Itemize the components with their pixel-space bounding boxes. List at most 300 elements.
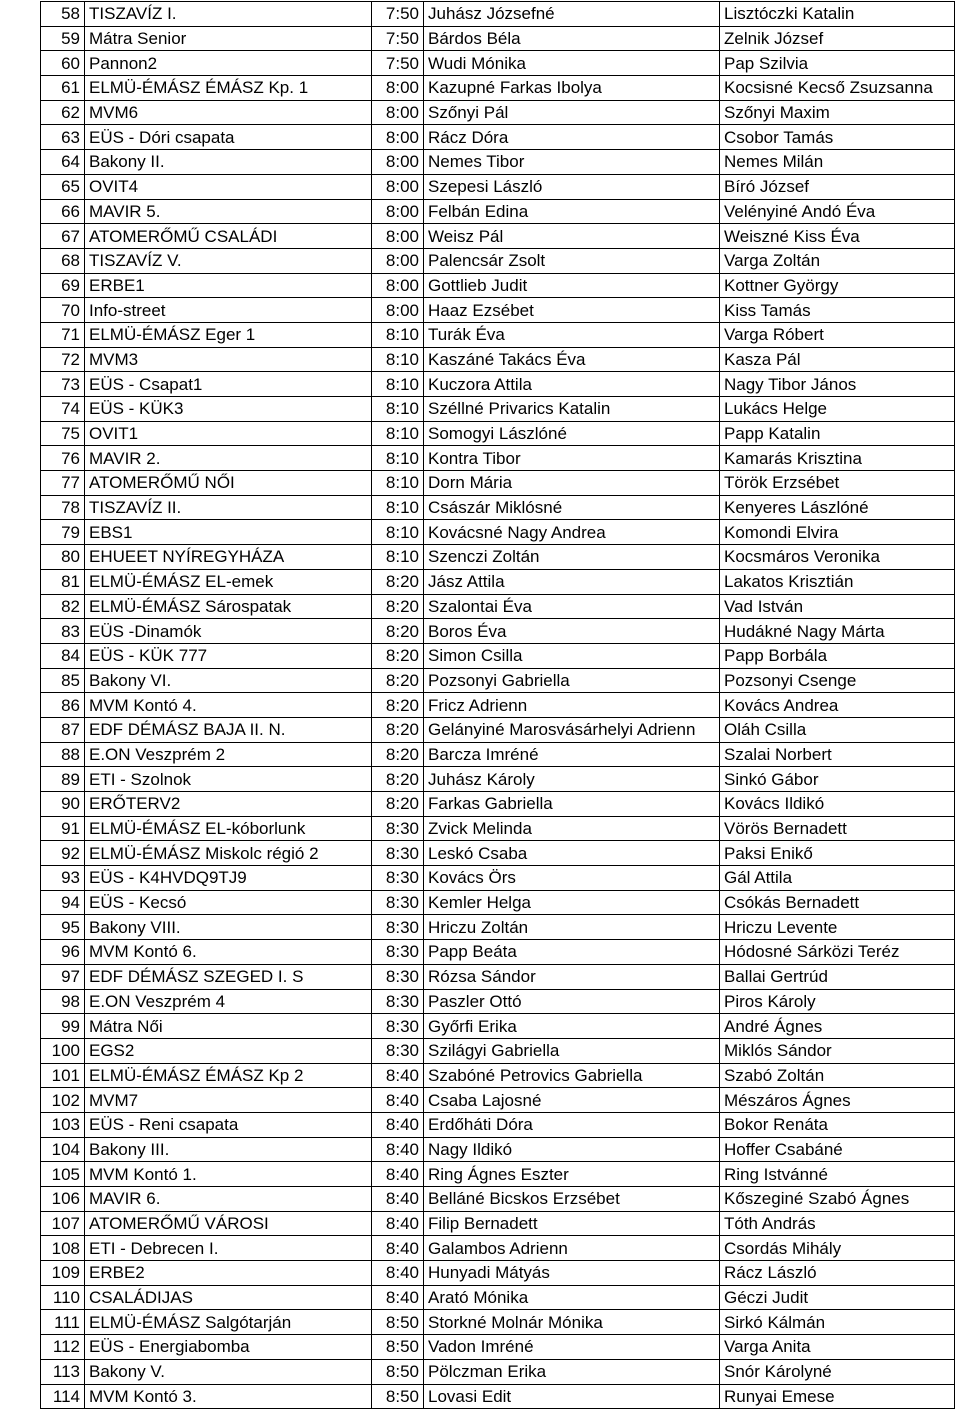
player-two-cell: Csókás Bernadett	[720, 890, 955, 915]
player-two-cell: Kottner György	[720, 273, 955, 298]
player-two-cell: Paksi Enikő	[720, 841, 955, 866]
team-name-cell: TISZAVÍZ I.	[85, 2, 372, 27]
row-number-cell: 71	[41, 322, 85, 347]
start-time-cell: 8:30	[372, 816, 424, 841]
player-one-cell: Barcza Imréné	[424, 742, 720, 767]
table-row	[41, 224, 955, 249]
row-number-cell: 80	[41, 545, 85, 570]
team-name-cell: MVM Kontó 4.	[85, 693, 372, 718]
player-two-cell: Hódosné Sárközi Teréz	[720, 940, 955, 965]
player-two-cell: Kiss Tamás	[720, 298, 955, 323]
player-one-cell: Ring Ágnes Eszter	[424, 1162, 720, 1187]
start-time-cell: 7:50	[372, 51, 424, 76]
start-time-cell: 8:10	[372, 372, 424, 397]
row-number-cell: 104	[41, 1137, 85, 1162]
table-row	[41, 2, 955, 27]
player-two-cell: Csobor Tamás	[720, 125, 955, 150]
start-time-cell: 8:10	[372, 471, 424, 496]
start-time-cell: 8:10	[372, 421, 424, 446]
table-row	[41, 841, 955, 866]
player-one-cell: Fricz Adrienn	[424, 693, 720, 718]
table-row	[41, 1162, 955, 1187]
team-name-cell: Mátra Senior	[85, 26, 372, 51]
row-number-cell: 86	[41, 693, 85, 718]
player-two-cell: Hoffer Csabáné	[720, 1137, 955, 1162]
team-name-cell: ELMÜ-ÉMÁSZ Eger 1	[85, 322, 372, 347]
player-two-cell: Varga Zoltán	[720, 248, 955, 273]
start-time-cell: 7:50	[372, 26, 424, 51]
table-row	[41, 495, 955, 520]
team-name-cell: EHUEET NYÍREGYHÁZA	[85, 545, 372, 570]
player-one-cell: Szenczi Zoltán	[424, 545, 720, 570]
row-number-cell: 91	[41, 816, 85, 841]
team-name-cell: ATOMERŐMŰ CSALÁDI	[85, 224, 372, 249]
table-row	[41, 693, 955, 718]
table-row	[41, 1261, 955, 1286]
table-row	[41, 989, 955, 1014]
player-two-cell: Papp Katalin	[720, 421, 955, 446]
start-time-cell: 8:20	[372, 693, 424, 718]
team-name-cell: MVM3	[85, 347, 372, 372]
table-row	[41, 668, 955, 693]
row-number-cell: 105	[41, 1162, 85, 1187]
player-two-cell: Szabó Zoltán	[720, 1063, 955, 1088]
row-number-cell: 88	[41, 742, 85, 767]
team-name-cell: ELMÜ-ÉMÁSZ Miskolc régió 2	[85, 841, 372, 866]
team-name-cell: TISZAVÍZ V.	[85, 248, 372, 273]
player-two-cell: Ring Istvánné	[720, 1162, 955, 1187]
player-two-cell: Lisztóczki Katalin	[720, 2, 955, 27]
player-two-cell: Lukács Helge	[720, 397, 955, 422]
start-time-cell: 7:50	[372, 2, 424, 27]
player-one-cell: Kovácsné Nagy Andrea	[424, 520, 720, 545]
team-name-cell: Pannon2	[85, 51, 372, 76]
table-row	[41, 471, 955, 496]
player-two-cell: Vad István	[720, 594, 955, 619]
table-row	[41, 199, 955, 224]
team-name-cell: ELMÜ-ÉMÁSZ EL-emek	[85, 569, 372, 594]
row-number-cell: 83	[41, 619, 85, 644]
player-one-cell: Széllné Privarics Katalin	[424, 397, 720, 422]
start-time-cell: 8:30	[372, 989, 424, 1014]
table-row	[41, 1211, 955, 1236]
start-time-cell: 8:00	[372, 273, 424, 298]
start-time-cell: 8:30	[372, 940, 424, 965]
player-one-cell: Rózsa Sándor	[424, 964, 720, 989]
team-name-cell: EÜS - Energiabomba	[85, 1335, 372, 1360]
team-name-cell: E.ON Veszprém 4	[85, 989, 372, 1014]
start-time-cell: 8:10	[372, 520, 424, 545]
row-number-cell: 70	[41, 298, 85, 323]
player-two-cell: Sinkó Gábor	[720, 767, 955, 792]
player-two-cell: Rácz László	[720, 1261, 955, 1286]
row-number-cell: 110	[41, 1285, 85, 1310]
row-number-cell: 101	[41, 1063, 85, 1088]
start-time-cell: 8:30	[372, 841, 424, 866]
player-one-cell: Papp Beáta	[424, 940, 720, 965]
start-time-cell: 8:10	[372, 545, 424, 570]
row-number-cell: 112	[41, 1335, 85, 1360]
player-two-cell: Nemes Milán	[720, 150, 955, 175]
row-number-cell: 87	[41, 717, 85, 742]
table-row	[41, 1236, 955, 1261]
player-one-cell: Nemes Tibor	[424, 150, 720, 175]
table-row	[41, 26, 955, 51]
table-row	[41, 915, 955, 940]
start-time-cell: 8:00	[372, 76, 424, 101]
start-time-cell: 8:20	[372, 792, 424, 817]
table-row	[41, 100, 955, 125]
team-name-cell: MVM6	[85, 100, 372, 125]
row-number-cell: 60	[41, 51, 85, 76]
player-one-cell: Nagy Ildikó	[424, 1137, 720, 1162]
team-name-cell: ELMÜ-ÉMÁSZ ÉMÁSZ Kp. 1	[85, 76, 372, 101]
player-two-cell: Nagy Tibor János	[720, 372, 955, 397]
player-one-cell: Leskó Csaba	[424, 841, 720, 866]
row-number-cell: 77	[41, 471, 85, 496]
row-number-cell: 79	[41, 520, 85, 545]
team-name-cell: OVIT4	[85, 174, 372, 199]
team-name-cell: EDF DÉMÁSZ BAJA II. N.	[85, 717, 372, 742]
row-number-cell: 106	[41, 1187, 85, 1212]
start-time-cell: 8:00	[372, 248, 424, 273]
player-two-cell: Tóth András	[720, 1211, 955, 1236]
player-one-cell: Vadon Imréné	[424, 1335, 720, 1360]
start-time-cell: 8:20	[372, 668, 424, 693]
player-one-cell: Belláné Bicskos Erzsébet	[424, 1187, 720, 1212]
table-row	[41, 742, 955, 767]
team-name-cell: MAVIR 2.	[85, 446, 372, 471]
row-number-cell: 73	[41, 372, 85, 397]
table-row	[41, 792, 955, 817]
player-one-cell: Simon Csilla	[424, 643, 720, 668]
player-two-cell: Zelnik József	[720, 26, 955, 51]
table-row	[41, 1038, 955, 1063]
start-time-cell: 8:20	[372, 569, 424, 594]
player-one-cell: Turák Éva	[424, 322, 720, 347]
team-name-cell: MVM Kontó 6.	[85, 940, 372, 965]
row-number-cell: 103	[41, 1112, 85, 1137]
start-time-cell: 8:30	[372, 915, 424, 940]
player-one-cell: Wudi Mónika	[424, 51, 720, 76]
player-one-cell: Juhász Károly	[424, 767, 720, 792]
team-name-cell: ETI - Szolnok	[85, 767, 372, 792]
table-row	[41, 643, 955, 668]
team-name-cell: Bakony II.	[85, 150, 372, 175]
start-time-cell: 8:40	[372, 1137, 424, 1162]
team-name-cell: ELMÜ-ÉMÁSZ Salgótarján	[85, 1310, 372, 1335]
table-row	[41, 890, 955, 915]
table-row	[41, 322, 955, 347]
player-one-cell: Kemler Helga	[424, 890, 720, 915]
table-row	[41, 397, 955, 422]
start-time-cell: 8:50	[372, 1335, 424, 1360]
team-name-cell: ETI - Debrecen I.	[85, 1236, 372, 1261]
table-row	[41, 76, 955, 101]
player-two-cell: Bokor Renáta	[720, 1112, 955, 1137]
player-two-cell: Varga Anita	[720, 1335, 955, 1360]
team-name-cell: EÜS - KÜK3	[85, 397, 372, 422]
player-one-cell: Juhász Józsefné	[424, 2, 720, 27]
start-time-cell: 8:20	[372, 643, 424, 668]
player-one-cell: Gelányiné Marosvásárhelyi Adrienn	[424, 717, 720, 742]
table-row	[41, 1335, 955, 1360]
player-two-cell: Mészáros Ágnes	[720, 1088, 955, 1113]
table-row	[41, 1014, 955, 1039]
start-time-cell: 8:30	[372, 866, 424, 891]
start-time-cell: 8:40	[372, 1285, 424, 1310]
team-name-cell: Bakony III.	[85, 1137, 372, 1162]
team-name-cell: Mátra Női	[85, 1014, 372, 1039]
player-two-cell: Piros Károly	[720, 989, 955, 1014]
player-two-cell: Snór Károlyné	[720, 1359, 955, 1384]
player-two-cell: Kőszeginé Szabó Ágnes	[720, 1187, 955, 1212]
player-one-cell: Lovasi Edit	[424, 1384, 720, 1409]
row-number-cell: 89	[41, 767, 85, 792]
player-two-cell: Oláh Csilla	[720, 717, 955, 742]
team-name-cell: E.ON Veszprém 2	[85, 742, 372, 767]
start-time-cell: 8:40	[372, 1063, 424, 1088]
row-number-cell: 113	[41, 1359, 85, 1384]
table-row	[41, 372, 955, 397]
table-row	[41, 1088, 955, 1113]
row-number-cell: 94	[41, 890, 85, 915]
start-time-cell: 8:30	[372, 1038, 424, 1063]
player-one-cell: Szilágyi Gabriella	[424, 1038, 720, 1063]
team-name-cell: ATOMERŐMŰ NŐI	[85, 471, 372, 496]
schedule-table-body	[41, 2, 955, 1409]
table-row	[41, 1359, 955, 1384]
row-number-cell: 102	[41, 1088, 85, 1113]
player-two-cell: Runyai Emese	[720, 1384, 955, 1409]
player-two-cell: Velényiné Andó Éva	[720, 199, 955, 224]
table-row	[41, 446, 955, 471]
team-name-cell: ERŐTERV2	[85, 792, 372, 817]
player-one-cell: Pozsonyi Gabriella	[424, 668, 720, 693]
player-two-cell: Sirkó Kálmán	[720, 1310, 955, 1335]
start-time-cell: 8:50	[372, 1359, 424, 1384]
team-name-cell: EDF DÉMÁSZ SZEGED I. S	[85, 964, 372, 989]
table-row	[41, 51, 955, 76]
table-row	[41, 767, 955, 792]
player-one-cell: Bárdos Béla	[424, 26, 720, 51]
start-time-cell: 8:40	[372, 1162, 424, 1187]
row-number-cell: 82	[41, 594, 85, 619]
player-one-cell: Szabóné Petrovics Gabriella	[424, 1063, 720, 1088]
team-name-cell: ATOMERŐMŰ VÁROSI	[85, 1211, 372, 1236]
team-name-cell: EÜS - Dóri csapata	[85, 125, 372, 150]
table-row	[41, 866, 955, 891]
start-time-cell: 8:10	[372, 397, 424, 422]
team-name-cell: EÜS - KÜK 777	[85, 643, 372, 668]
player-one-cell: Arató Mónika	[424, 1285, 720, 1310]
start-time-cell: 8:10	[372, 347, 424, 372]
start-time-cell: 8:30	[372, 1014, 424, 1039]
team-name-cell: Bakony VIII.	[85, 915, 372, 940]
table-row	[41, 594, 955, 619]
row-number-cell: 67	[41, 224, 85, 249]
player-two-cell: Gál Attila	[720, 866, 955, 891]
row-number-cell: 107	[41, 1211, 85, 1236]
table-row	[41, 273, 955, 298]
player-two-cell: Bíró József	[720, 174, 955, 199]
team-name-cell: CSALÁDIJAS	[85, 1285, 372, 1310]
row-number-cell: 61	[41, 76, 85, 101]
team-name-cell: Bakony VI.	[85, 668, 372, 693]
player-two-cell: Pozsonyi Csenge	[720, 668, 955, 693]
player-one-cell: Hriczu Zoltán	[424, 915, 720, 940]
player-two-cell: Varga Róbert	[720, 322, 955, 347]
start-time-cell: 8:50	[372, 1384, 424, 1409]
row-number-cell: 65	[41, 174, 85, 199]
player-one-cell: Szőnyi Pál	[424, 100, 720, 125]
player-one-cell: Csaba Lajosné	[424, 1088, 720, 1113]
start-time-cell: 8:00	[372, 174, 424, 199]
start-time-cell: 8:20	[372, 717, 424, 742]
player-two-cell: Kovács Ildikó	[720, 792, 955, 817]
start-time-cell: 8:10	[372, 322, 424, 347]
start-time-cell: 8:30	[372, 890, 424, 915]
team-name-cell: EÜS - K4HVDQ9TJ9	[85, 866, 372, 891]
player-two-cell: Weiszné Kiss Éva	[720, 224, 955, 249]
table-row	[41, 569, 955, 594]
row-number-cell: 100	[41, 1038, 85, 1063]
row-number-cell: 95	[41, 915, 85, 940]
row-number-cell: 92	[41, 841, 85, 866]
start-time-cell: 8:00	[372, 100, 424, 125]
table-row	[41, 717, 955, 742]
start-time-cell: 8:40	[372, 1236, 424, 1261]
player-one-cell: Paszler Ottó	[424, 989, 720, 1014]
start-time-cell: 8:00	[372, 150, 424, 175]
row-number-cell: 114	[41, 1384, 85, 1409]
start-time-cell: 8:40	[372, 1261, 424, 1286]
player-one-cell: Szalontai Éva	[424, 594, 720, 619]
team-name-cell: EGS2	[85, 1038, 372, 1063]
player-one-cell: Győrfi Erika	[424, 1014, 720, 1039]
start-time-cell: 8:40	[372, 1211, 424, 1236]
table-row	[41, 545, 955, 570]
player-two-cell: Kamarás Krisztina	[720, 446, 955, 471]
start-time-cell: 8:20	[372, 619, 424, 644]
player-one-cell: Dorn Mária	[424, 471, 720, 496]
player-one-cell: Kovács Örs	[424, 866, 720, 891]
start-time-cell: 8:20	[372, 594, 424, 619]
table-row	[41, 1063, 955, 1088]
table-row	[41, 125, 955, 150]
table-row	[41, 1384, 955, 1409]
player-two-cell: Csordás Mihály	[720, 1236, 955, 1261]
row-number-cell: 59	[41, 26, 85, 51]
player-two-cell: Ballai Gertrúd	[720, 964, 955, 989]
row-number-cell: 84	[41, 643, 85, 668]
player-one-cell: Erdőháti Dóra	[424, 1112, 720, 1137]
start-time-cell: 8:50	[372, 1310, 424, 1335]
player-one-cell: Kaszáné Takács Éva	[424, 347, 720, 372]
team-name-cell: EÜS - Reni csapata	[85, 1112, 372, 1137]
team-name-cell: Info-street	[85, 298, 372, 323]
player-one-cell: Szepesi László	[424, 174, 720, 199]
start-time-cell: 8:10	[372, 446, 424, 471]
team-name-cell: ERBE2	[85, 1261, 372, 1286]
team-name-cell: OVIT1	[85, 421, 372, 446]
player-one-cell: Felbán Edina	[424, 199, 720, 224]
start-time-cell: 8:20	[372, 742, 424, 767]
team-name-cell: ERBE1	[85, 273, 372, 298]
row-number-cell: 64	[41, 150, 85, 175]
table-row	[41, 347, 955, 372]
player-one-cell: Gottlieb Judit	[424, 273, 720, 298]
team-name-cell: MVM Kontó 3.	[85, 1384, 372, 1409]
player-one-cell: Jász Attila	[424, 569, 720, 594]
schedule-table	[40, 1, 955, 1409]
team-name-cell: MVM Kontó 1.	[85, 1162, 372, 1187]
team-name-cell: EÜS - Kecsó	[85, 890, 372, 915]
table-row	[41, 1285, 955, 1310]
row-number-cell: 63	[41, 125, 85, 150]
team-name-cell: MAVIR 5.	[85, 199, 372, 224]
table-row	[41, 421, 955, 446]
player-one-cell: Palencsár Zsolt	[424, 248, 720, 273]
player-one-cell: Weisz Pál	[424, 224, 720, 249]
team-name-cell: EÜS - Csapat1	[85, 372, 372, 397]
player-one-cell: Rácz Dóra	[424, 125, 720, 150]
table-row	[41, 248, 955, 273]
player-two-cell: Kasza Pál	[720, 347, 955, 372]
row-number-cell: 111	[41, 1310, 85, 1335]
row-number-cell: 69	[41, 273, 85, 298]
table-row	[41, 816, 955, 841]
player-one-cell: Haaz Ezsébet	[424, 298, 720, 323]
table-row	[41, 940, 955, 965]
row-number-cell: 78	[41, 495, 85, 520]
player-two-cell: Papp Borbála	[720, 643, 955, 668]
player-one-cell: Császár Miklósné	[424, 495, 720, 520]
start-time-cell: 8:00	[372, 199, 424, 224]
player-two-cell: André Ágnes	[720, 1014, 955, 1039]
player-two-cell: Komondi Elvira	[720, 520, 955, 545]
start-time-cell: 8:40	[372, 1112, 424, 1137]
player-two-cell: Hudákné Nagy Márta	[720, 619, 955, 644]
team-name-cell: TISZAVÍZ II.	[85, 495, 372, 520]
row-number-cell: 58	[41, 2, 85, 27]
player-two-cell: Szalai Norbert	[720, 742, 955, 767]
table-row	[41, 1137, 955, 1162]
table-row	[41, 1187, 955, 1212]
team-name-cell: MVM7	[85, 1088, 372, 1113]
player-two-cell: Kenyeres Lászlóné	[720, 495, 955, 520]
team-name-cell: ELMÜ-ÉMÁSZ ÉMÁSZ Kp 2	[85, 1063, 372, 1088]
start-time-cell: 8:40	[372, 1187, 424, 1212]
player-two-cell: Géczi Judit	[720, 1285, 955, 1310]
table-row	[41, 619, 955, 644]
team-name-cell: ELMÜ-ÉMÁSZ EL-kóborlunk	[85, 816, 372, 841]
player-one-cell: Galambos Adrienn	[424, 1236, 720, 1261]
player-two-cell: Kocsmáros Veronika	[720, 545, 955, 570]
start-time-cell: 8:40	[372, 1088, 424, 1113]
row-number-cell: 66	[41, 199, 85, 224]
player-one-cell: Filip Bernadett	[424, 1211, 720, 1236]
row-number-cell: 76	[41, 446, 85, 471]
row-number-cell: 97	[41, 964, 85, 989]
team-name-cell: ELMÜ-ÉMÁSZ Sárospatak	[85, 594, 372, 619]
row-number-cell: 74	[41, 397, 85, 422]
start-time-cell: 8:00	[372, 125, 424, 150]
player-one-cell: Boros Éva	[424, 619, 720, 644]
row-number-cell: 108	[41, 1236, 85, 1261]
start-time-cell: 8:00	[372, 224, 424, 249]
table-row	[41, 1112, 955, 1137]
